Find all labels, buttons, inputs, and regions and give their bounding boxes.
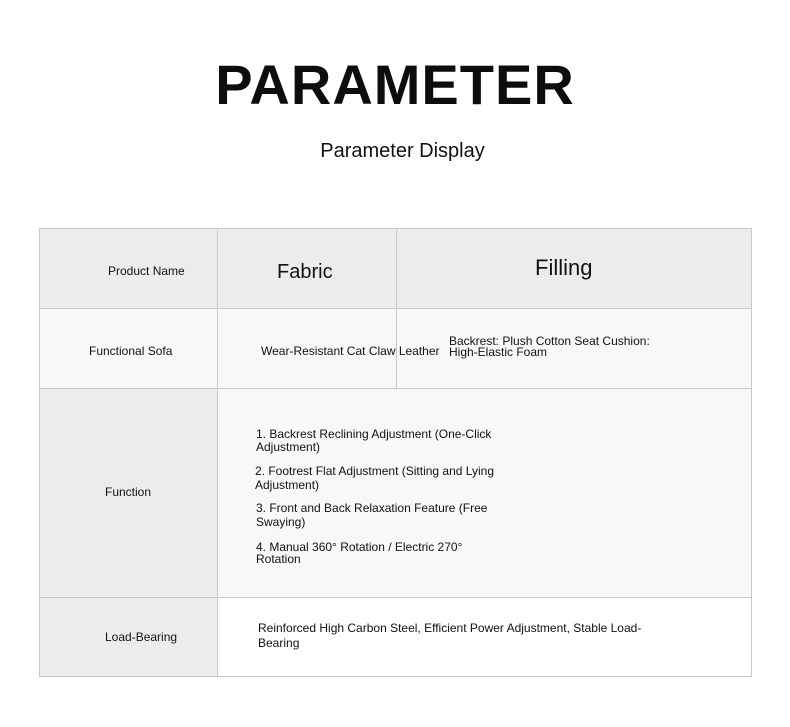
column-divider — [217, 229, 218, 676]
page-subtitle: Parameter Display — [320, 140, 485, 162]
row-divider — [40, 388, 751, 389]
product-name-header: Product Name — [108, 264, 185, 278]
load-bearing-label: Load-Bearing — [105, 630, 178, 644]
filling-header: Filling — [535, 255, 593, 280]
function-label: Function — [105, 485, 152, 499]
row-divider — [40, 597, 751, 598]
parameter-table — [39, 228, 752, 677]
fabric-value: Wear-Resistant Cat Claw Leather — [261, 344, 440, 358]
function-item: 4. Manual 360° Rotation / Electric 270° Rotation — [256, 540, 463, 566]
load-bearing-value: Reinforced High Carbon Steel, Efficient Power Adjustment, Stable Load-Bearing — [258, 621, 642, 650]
page-title: PARAMETER — [215, 53, 575, 116]
fabric-header: Fabric — [277, 261, 333, 283]
product-name-value: Functional Sofa — [89, 344, 173, 358]
function-item: 3. Front and Back Relaxation Feature (Free Swaying) — [256, 501, 488, 529]
function-item: 2. Footrest Flat Adjustment (Sitting and Lying Adjustment) — [255, 464, 495, 492]
function-item: 1. Backrest Reclining Adjustment (One-Click Adjustment) — [256, 427, 492, 454]
filling-value: Backrest: Plush Cotton Seat Cushion: High-Elastic Foam — [449, 334, 650, 359]
column-divider — [396, 229, 397, 388]
